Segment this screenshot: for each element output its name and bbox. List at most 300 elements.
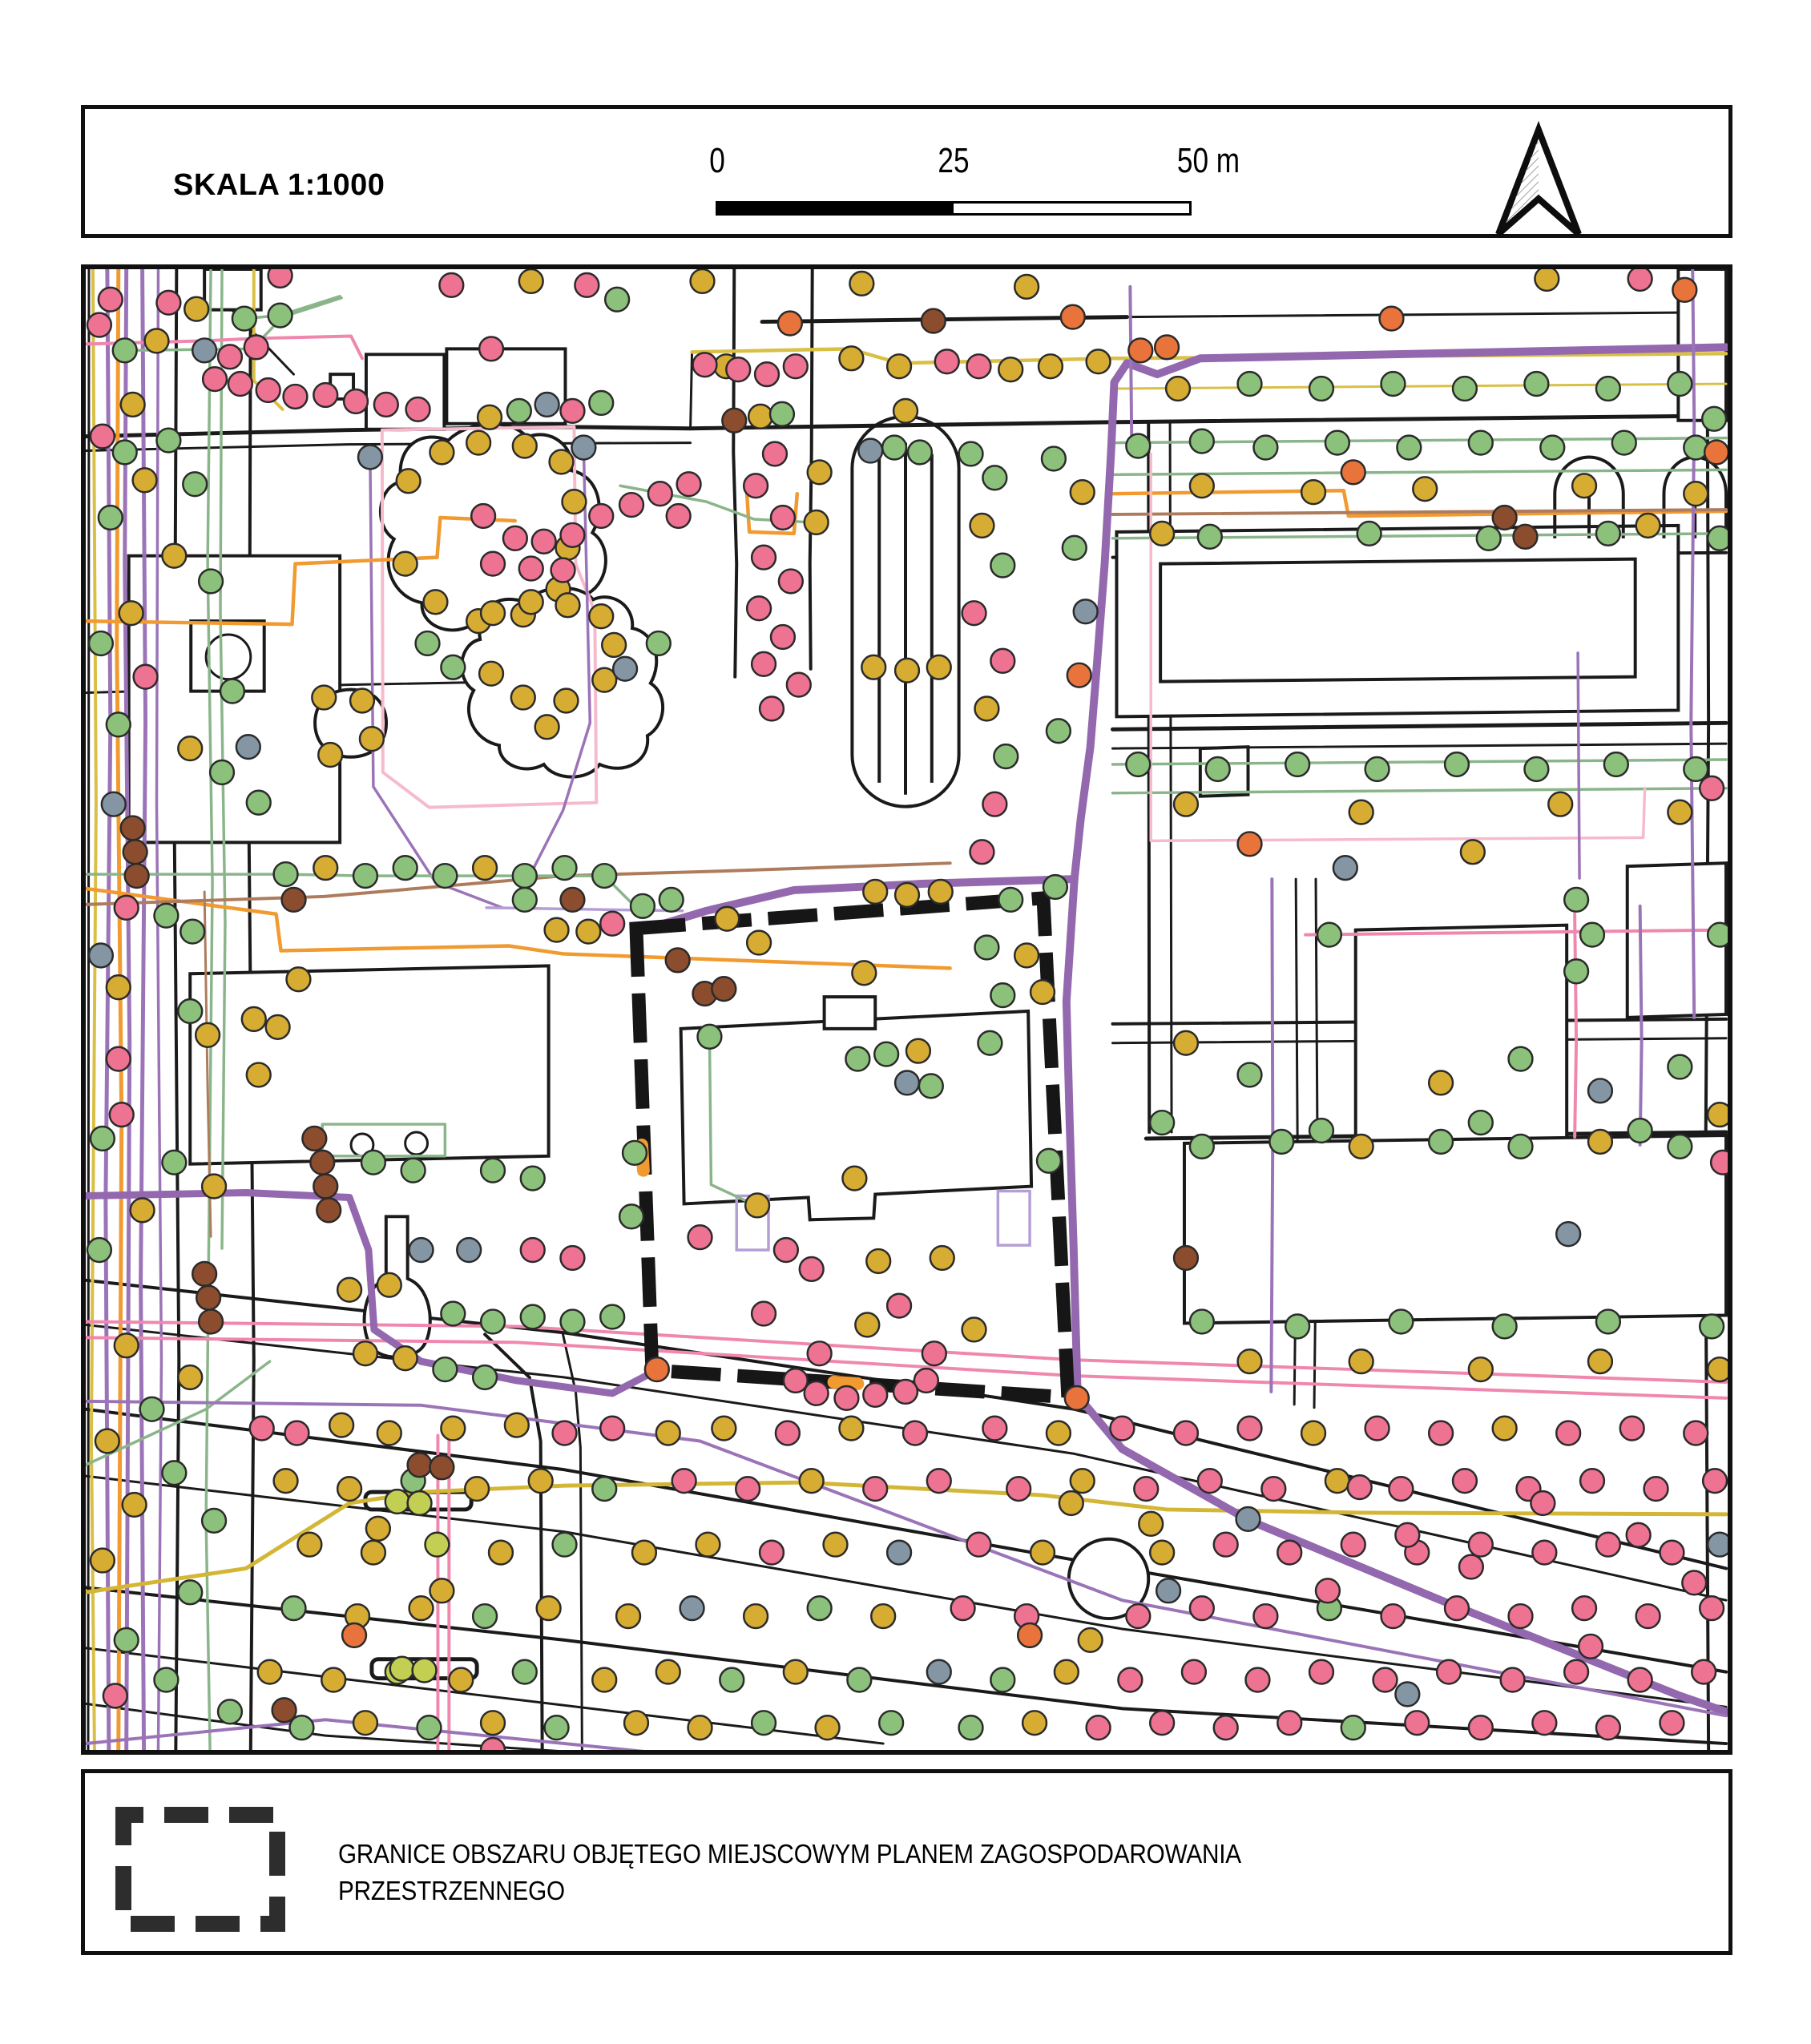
map-dot <box>879 1711 903 1735</box>
scalebar-tick-25: 25 <box>938 141 970 180</box>
map-dot <box>1572 1596 1596 1620</box>
map-dot <box>1316 1578 1340 1603</box>
map-dot <box>99 506 123 530</box>
map-dot <box>393 856 417 880</box>
map-dot <box>162 1151 186 1175</box>
map-dot <box>1150 1111 1174 1135</box>
map-dot <box>156 291 180 315</box>
map-dot <box>784 1660 808 1684</box>
map-dot <box>1246 1668 1270 1692</box>
map-dot <box>125 864 149 888</box>
map-dot <box>752 652 776 676</box>
map-dot <box>232 307 256 331</box>
map-dot <box>1469 1357 1493 1381</box>
map-dot <box>481 1310 505 1334</box>
map-dot <box>545 1715 569 1740</box>
map-dot <box>975 697 999 721</box>
map-dot <box>1469 1533 1493 1557</box>
map-dot <box>1373 1668 1398 1692</box>
map-dot <box>855 1313 879 1337</box>
map-dot <box>1087 349 1111 373</box>
map-dot <box>178 736 202 760</box>
map-dot <box>1682 1570 1706 1594</box>
map-dot <box>800 1469 824 1493</box>
map-dot <box>842 1167 866 1191</box>
map-dot <box>1198 1469 1222 1493</box>
map-dot <box>424 590 448 614</box>
map-dot <box>1126 1604 1150 1628</box>
map-dot <box>760 1541 784 1565</box>
map-dot <box>413 1659 437 1683</box>
map-dot <box>89 944 113 968</box>
map-dot <box>1493 1315 1517 1339</box>
map-dot <box>1381 372 1406 396</box>
map-dot <box>115 1628 139 1652</box>
map-dot <box>1047 1421 1071 1445</box>
map-circle <box>405 1132 428 1155</box>
map-dot <box>1711 1151 1728 1175</box>
map-dot <box>268 304 292 328</box>
road-line <box>733 269 736 677</box>
map-dot <box>887 354 911 378</box>
map-dot <box>210 760 234 784</box>
map-dot <box>1604 752 1628 776</box>
map-dot <box>1238 832 1262 856</box>
map-dot <box>287 967 311 991</box>
scale-label: SKALA 1:1000 <box>173 168 385 202</box>
map-dot <box>1174 1421 1198 1445</box>
map-dot <box>134 665 158 689</box>
road-line <box>1127 312 1726 317</box>
map-dot <box>770 402 794 426</box>
map-dot <box>951 1596 975 1620</box>
map-dot <box>1074 599 1098 623</box>
map-dot <box>344 389 368 413</box>
map-dot <box>1413 477 1437 501</box>
map-dot <box>895 659 919 683</box>
map-dot <box>1397 436 1421 460</box>
map-dot <box>507 399 531 423</box>
scalebar-tick-50: 50 m <box>1176 141 1240 180</box>
map-dot <box>247 791 271 815</box>
map-dot <box>337 1278 361 1302</box>
map-dot <box>906 1039 930 1063</box>
map-dot <box>1588 1130 1612 1154</box>
map-dot <box>1150 1541 1174 1565</box>
map-dot <box>845 1047 869 1071</box>
boundary-mark <box>834 1382 858 1384</box>
map-dot <box>1018 1623 1042 1647</box>
map-dot <box>720 1668 744 1692</box>
map-dot <box>1214 1533 1238 1557</box>
map-dot <box>1126 752 1150 776</box>
map-dot <box>745 1194 769 1218</box>
map-dot <box>847 1668 871 1692</box>
map-dot <box>274 1469 298 1493</box>
map-dot <box>228 372 252 396</box>
map-dot <box>1564 1660 1588 1684</box>
map-dot <box>505 1413 529 1437</box>
map-dot <box>1580 1469 1604 1493</box>
map-dot <box>1429 1130 1453 1154</box>
map-dot <box>1309 1119 1333 1143</box>
map-dot <box>408 1453 432 1477</box>
map-dot <box>967 354 991 378</box>
map-dot <box>202 1509 226 1533</box>
map-dot <box>1708 1103 1728 1127</box>
map-dot <box>680 1596 704 1620</box>
map-dot <box>816 1715 840 1740</box>
map-dot <box>430 1578 454 1603</box>
map-dot <box>1285 1315 1309 1339</box>
map-dot <box>156 429 180 453</box>
map-dot <box>698 1025 722 1049</box>
map-dot <box>297 1533 321 1557</box>
map-dot <box>471 504 495 528</box>
map-dot <box>358 445 382 470</box>
map-dot <box>736 1477 760 1501</box>
map-dot <box>1493 506 1517 530</box>
map-dot <box>576 920 600 944</box>
map-dot <box>178 1365 202 1389</box>
map-dot <box>1668 1135 1692 1159</box>
map-dot <box>805 510 829 534</box>
map-dot <box>1206 757 1230 781</box>
map-dot <box>1703 1469 1727 1493</box>
map-dot <box>839 1417 863 1441</box>
map-dot <box>787 673 811 697</box>
map-dot <box>521 1167 545 1191</box>
map-dot <box>1325 431 1349 455</box>
map-dot <box>1238 1063 1262 1087</box>
map-dot <box>162 544 186 568</box>
map-dot <box>342 1623 366 1647</box>
map-dot <box>990 649 1014 673</box>
map-dot <box>481 1738 505 1750</box>
map-dot <box>927 1660 951 1684</box>
map-dot <box>1588 1078 1612 1103</box>
map-dot <box>1309 377 1333 401</box>
map-dot <box>1532 1541 1556 1565</box>
map-dot <box>927 1469 951 1493</box>
map-dot <box>656 1421 680 1445</box>
map-dot <box>712 1417 736 1441</box>
map-dot <box>712 977 736 1001</box>
map-dot <box>808 1596 832 1620</box>
map-dot <box>247 1063 271 1087</box>
map-dot <box>1022 1711 1047 1735</box>
map-dot <box>1198 525 1222 549</box>
map-dot <box>1341 1715 1365 1740</box>
map-dot <box>866 1249 890 1273</box>
map-dot <box>1126 434 1150 458</box>
map-dot <box>360 727 384 751</box>
utility-line <box>1130 287 1131 450</box>
map-dot <box>784 1369 808 1393</box>
map-dot <box>519 557 543 581</box>
utility-line <box>1112 384 1726 389</box>
map-dot <box>903 1421 927 1445</box>
map-dot <box>274 862 298 886</box>
map-dot <box>1684 482 1708 506</box>
scalebar <box>716 201 1192 216</box>
map-dot <box>589 391 613 415</box>
map-dot <box>1469 1111 1493 1135</box>
map-dot <box>353 864 377 888</box>
map-dot <box>994 744 1018 768</box>
map-dot <box>967 1533 991 1557</box>
map-dot <box>1548 792 1572 816</box>
city-map <box>86 269 1728 1750</box>
map-dot <box>1341 1533 1365 1557</box>
map-dot <box>409 1238 434 1262</box>
map-dot <box>1596 522 1620 546</box>
map-dot <box>89 631 113 655</box>
map-dot <box>513 888 537 912</box>
map-dot <box>1684 1421 1708 1445</box>
map-dot <box>258 1660 282 1684</box>
map-dot <box>1059 1491 1083 1515</box>
map-dot <box>1111 1417 1135 1441</box>
map-dot <box>990 554 1014 578</box>
map-dot <box>1389 1477 1413 1501</box>
map-dot <box>439 273 463 297</box>
map-dot <box>1668 1055 1692 1079</box>
building-outline <box>1184 1135 1726 1323</box>
map-dot <box>893 399 918 423</box>
map-dot <box>970 840 994 864</box>
map-dot <box>99 288 123 312</box>
map-dot <box>441 1302 465 1326</box>
map-dot <box>244 335 268 359</box>
map-dot <box>619 493 643 517</box>
map-dot <box>433 1357 457 1381</box>
map-dot <box>1588 1349 1612 1373</box>
map-dot <box>1501 1668 1525 1692</box>
map-dot <box>1405 1711 1429 1735</box>
map-dot <box>312 686 336 710</box>
map-dot <box>196 1286 220 1310</box>
map-dot <box>1704 441 1728 465</box>
map-dot <box>1469 1715 1493 1740</box>
map-dot <box>919 1074 943 1098</box>
map-dot <box>1644 1477 1668 1501</box>
map-dot <box>744 474 768 498</box>
map-dot <box>722 409 746 433</box>
map-dot <box>1628 1119 1652 1143</box>
map-dot <box>1079 1628 1103 1652</box>
map-dot <box>763 442 787 466</box>
map-dot <box>199 1310 223 1334</box>
map-dot <box>1532 1711 1556 1735</box>
map-dot <box>192 338 216 362</box>
building-outline <box>1356 925 1567 1146</box>
map-dot <box>895 1071 919 1095</box>
map-dot <box>982 1417 1006 1441</box>
map-dot <box>353 1711 377 1735</box>
map-dot <box>196 1023 220 1047</box>
map-dot <box>481 1711 505 1735</box>
map-dot <box>481 552 505 576</box>
map-dot <box>1067 663 1091 687</box>
map-dot <box>1238 1417 1262 1441</box>
north-arrow-icon <box>1489 119 1588 239</box>
road-line <box>691 352 692 428</box>
map-dot <box>1692 1660 1716 1684</box>
map-dot <box>154 904 178 928</box>
building-outline <box>190 966 548 1163</box>
plan-boundary-symbol-icon <box>112 1804 293 1940</box>
map-dot <box>242 1007 266 1031</box>
map-dot <box>631 894 655 918</box>
map-dot <box>556 593 580 617</box>
map-dot <box>268 269 292 288</box>
map-dot <box>1580 923 1604 947</box>
map-dot <box>1253 436 1277 460</box>
map-dot <box>473 1365 497 1389</box>
map-dot <box>1055 1660 1079 1684</box>
map-dot <box>441 655 465 679</box>
map-dot <box>406 397 430 421</box>
map-dot <box>887 1541 911 1565</box>
map-dot <box>310 1151 334 1175</box>
map-dot <box>1042 447 1066 471</box>
map-dot <box>839 346 863 370</box>
utility-line <box>1575 914 1576 1137</box>
map-dot <box>313 383 337 407</box>
map-dot <box>1596 1533 1620 1557</box>
map-dot <box>1348 1475 1372 1499</box>
building-outline <box>366 354 444 429</box>
map-dot <box>1365 757 1390 781</box>
map-dot <box>1325 1469 1349 1493</box>
map-dot <box>473 1604 497 1628</box>
map-dot <box>535 715 559 739</box>
map-dot <box>935 349 959 373</box>
map-dot <box>602 633 626 657</box>
road-line <box>1148 422 1149 1132</box>
map-dot <box>747 596 771 620</box>
map-dot <box>397 469 421 493</box>
map-dot <box>1596 1310 1620 1334</box>
map-dot <box>688 1225 712 1249</box>
map-dot <box>1139 1512 1163 1536</box>
map-dot <box>882 436 906 460</box>
map-dot <box>1459 1555 1483 1579</box>
greenhouse-structure <box>879 443 932 795</box>
map-dot <box>1349 800 1373 824</box>
map-dot <box>1395 1683 1419 1707</box>
map-dot <box>561 888 585 912</box>
map-dot <box>107 1047 131 1071</box>
map-dot <box>140 1397 164 1421</box>
map-dot <box>521 1238 545 1262</box>
map-dot <box>350 689 374 713</box>
map-dot <box>473 856 497 880</box>
map-dot <box>416 631 440 655</box>
map-dot <box>1708 1357 1728 1381</box>
map-dot <box>929 880 953 904</box>
map-dot <box>1445 1596 1469 1620</box>
map-dot <box>1627 1523 1651 1547</box>
map-dot <box>605 288 629 312</box>
map-dot <box>863 880 887 904</box>
map-dot <box>481 1159 505 1183</box>
map-dot <box>1461 840 1485 864</box>
map-dot <box>1453 1469 1477 1493</box>
map-dot <box>119 601 143 625</box>
map-dot <box>1429 1421 1453 1445</box>
map-dot <box>366 1517 390 1541</box>
map-dot <box>970 514 994 538</box>
map-dot <box>1524 757 1548 781</box>
map-dot <box>102 792 126 816</box>
map-dot <box>808 460 832 484</box>
map-dot <box>503 526 527 550</box>
map-dot <box>551 558 575 583</box>
map-dot <box>1150 522 1174 546</box>
map-dot <box>871 1604 895 1628</box>
map-dot <box>433 864 457 888</box>
map-dot <box>800 1257 824 1281</box>
map-dot <box>123 840 147 864</box>
map-dot <box>561 523 585 547</box>
map-dot <box>666 948 690 972</box>
map-dot <box>441 1417 465 1441</box>
map-dot <box>401 1159 426 1183</box>
map-dot <box>1535 269 1559 291</box>
map-dot <box>353 1341 377 1365</box>
map-dot <box>1349 1135 1373 1159</box>
map-dot <box>282 888 306 912</box>
map-dot <box>113 338 137 362</box>
map-dot <box>417 1715 442 1740</box>
map-dot <box>619 1204 643 1228</box>
map-dot <box>408 1491 432 1515</box>
map-dot <box>990 1668 1014 1692</box>
map-dot <box>409 1596 434 1620</box>
map-dot <box>465 1477 489 1501</box>
map-dot <box>893 1380 918 1404</box>
map-dot <box>1333 856 1357 880</box>
map-dot <box>1031 980 1055 1004</box>
map-dot <box>266 1015 290 1039</box>
map-dot <box>284 385 308 409</box>
map-dot <box>256 378 280 402</box>
utility-line <box>125 269 130 1750</box>
map-dot <box>121 393 145 417</box>
map-dot <box>959 1715 983 1740</box>
utility-line <box>1640 906 1642 1145</box>
map-dot <box>220 679 244 704</box>
map-dot <box>1269 1130 1293 1154</box>
map-dot <box>808 1341 832 1365</box>
map-dot <box>1381 1604 1406 1628</box>
map-dot <box>861 655 885 679</box>
scalebar-tick-0: 0 <box>709 141 725 180</box>
map-dot <box>107 712 131 736</box>
map-dot <box>1071 1469 1095 1493</box>
legend-label-line1: GRANICE OBSZARU OBJĘTEGO MIEJSCOWYM PLANEM ZAGOSPODAROWANIA <box>338 1839 1241 1869</box>
map-dot <box>154 1668 178 1692</box>
building-outline <box>1160 559 1636 682</box>
map-dot <box>835 1386 859 1410</box>
map-dot <box>778 312 802 336</box>
map-dot <box>426 1533 450 1557</box>
map-dot <box>1429 1071 1453 1095</box>
map-dot <box>1156 1578 1180 1603</box>
map-dot <box>1317 923 1341 947</box>
